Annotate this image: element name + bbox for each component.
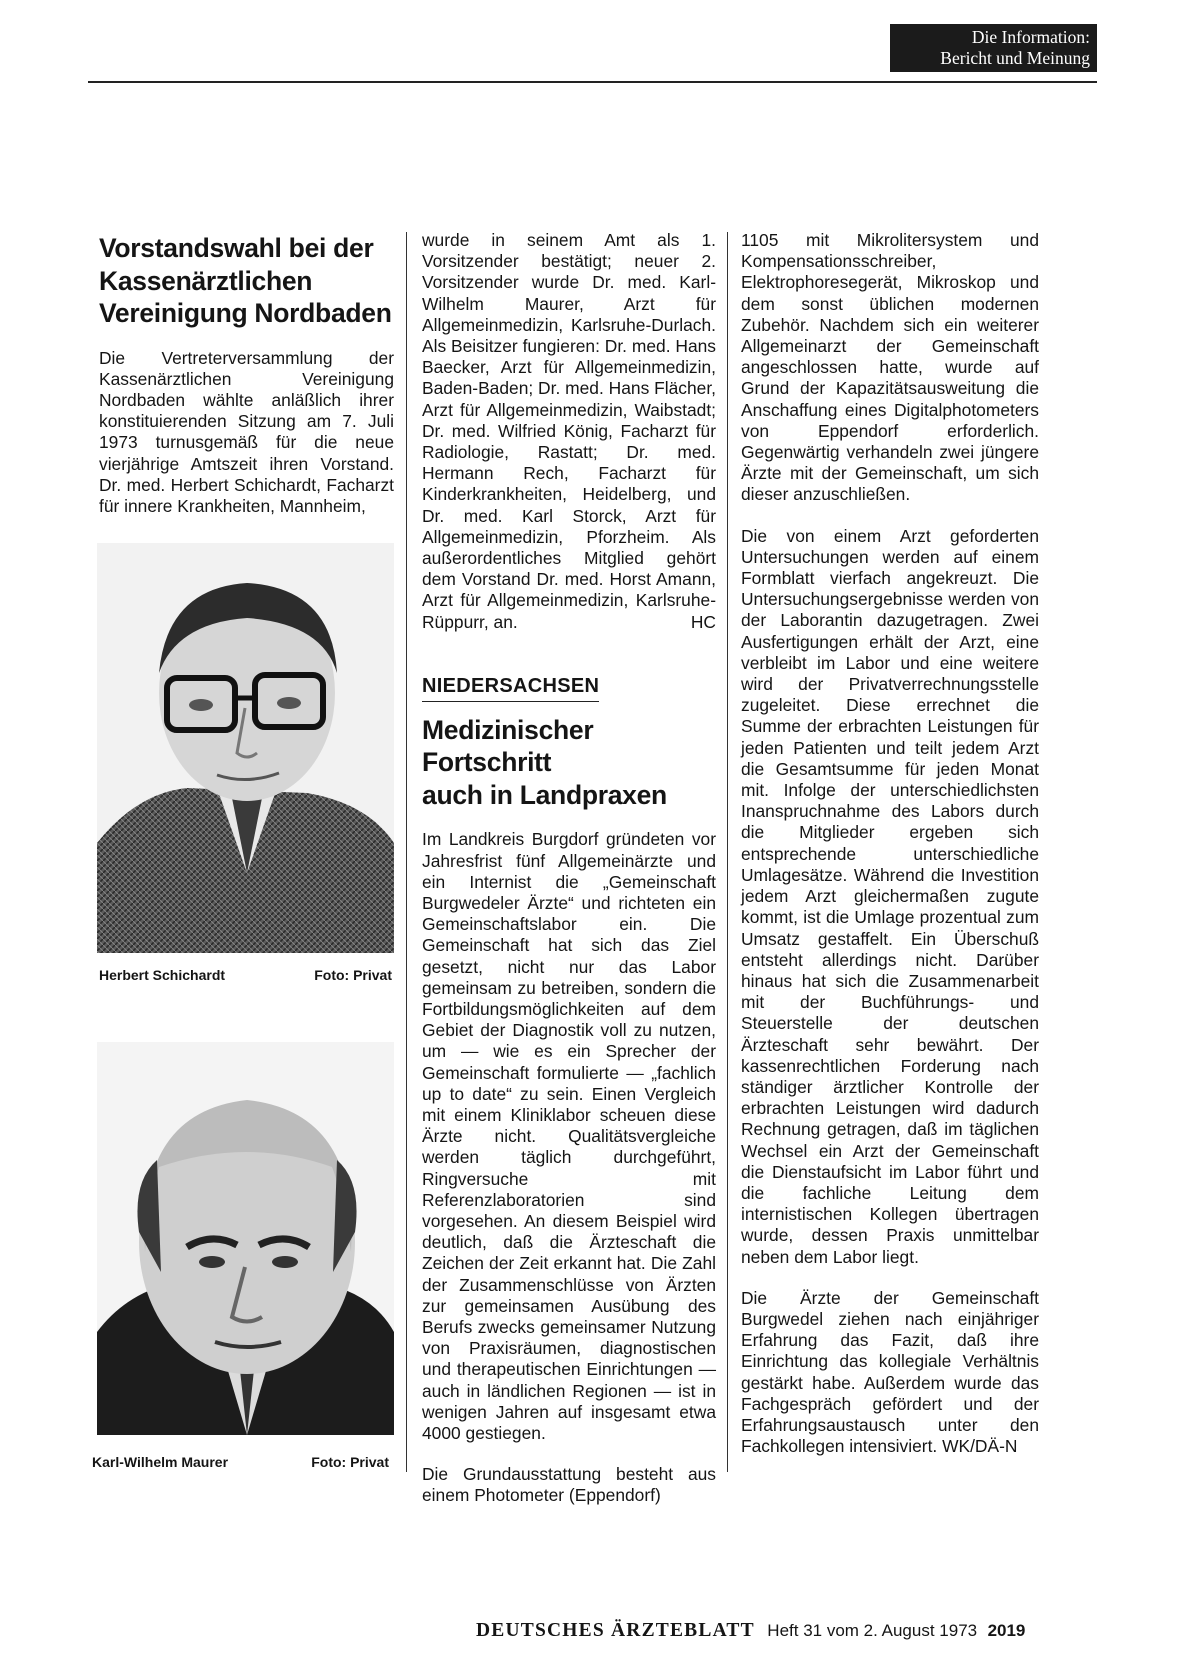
article1-title-line: Vereinigung Nordbaden bbox=[99, 298, 392, 328]
photo1-caption-name: Herbert Schichardt bbox=[99, 967, 226, 983]
portrait-photo-karl-wilhelm-maurer bbox=[97, 1042, 394, 1435]
article2-kicker-wrap bbox=[422, 673, 716, 702]
footer-page-number: 2019 bbox=[987, 1621, 1026, 1640]
section-badge-line1: Die Information: bbox=[971, 27, 1090, 47]
column-2 bbox=[422, 230, 716, 1507]
footer-publication: DEUTSCHES ÄRZTEBLATT bbox=[476, 1620, 755, 1641]
article2-paragraph-3: Die von einem Arzt geforderten Untersuchungen werden auf einem Formblatt vierfach angekreuzt. Die Untersuchungsergebnisse werden von der Laborantin dazugetragen. Zwei Ausfertigungen erhält der Arzt, eine verbleibt im Labor und eine weitere wird der Privatverrechnungsstelle zugeleitet. Diese errechnet die Summe der erbrachten Leistungen für jeden Patienten und teilt jedem Arzt die Gesamtsumme für jeden Monat mit. Infolge der unterschiedlichsten Inanspruchnahme des Labors durch die Mitglieder ergeben sich entsprechende unterschiedliche Umlagesätze. Während die Investition jedem Arzt gleichermaßen zugute kommt, ist die Umlage prozentual zum Umsatz gestaffelt. Ein Überschuß entsteht allerdings nicht. Darüber hinaus hat sich die Zusammenarbeit mit der Buchführungs- und Steuerstelle der deutschen Ärzteschaft sehr bewährt. Der kassenrechtlichen Forderung nach ständiger ärztlicher Kontrolle der erbrachten Leistungen wird dadurch Rechnung getragen, daß im täglichen Wechsel ein Arzt der Gemeinschaft die Dienstaufsicht im Labor führt und die fachliche Leitung dem internistischen Kollegen übertragen wurde, dessen Praxis unmittelbar neben dem Labor liegt. bbox=[741, 525, 1039, 1267]
footer-issue: Heft 31 vom 2. August 1973 bbox=[767, 1621, 978, 1640]
photo1-caption bbox=[99, 967, 392, 983]
article1-title-line: Vorstandswahl bei der bbox=[99, 233, 374, 263]
photo2-caption-name: Karl-Wilhelm Maurer bbox=[92, 1454, 229, 1470]
article2-paragraph-2-continued: 1105 mit Mikrolitersystem und Kompensationsschreiber, Elektrophoresegerät, Mikroskop und dem sonst üblichen modernen Zubehör. Nachdem sich ein weiterer Allgemeinarzt der Gemeinschaft angeschlossen hatte, wurde auf Grund der Kapazitätsausweitung die Anschaffung eines Digitalphotometers von Eppendorf erforderlich. Gegenwärtig verhandeln zwei jüngere Ärzte mit der Gemeinschaft, um sich dieser anzuschließen. bbox=[741, 230, 1039, 505]
portrait-image bbox=[97, 543, 394, 953]
column-rule-1 bbox=[406, 232, 407, 1472]
photo1-caption-credit: Foto: Privat bbox=[314, 967, 392, 983]
column-3 bbox=[741, 230, 1039, 1457]
article2-kicker: NIEDERSACHSEN bbox=[422, 673, 599, 702]
article2-paragraph-1: Im Landkreis Burgdorf gründeten vor Jahresfrist fünf Allgemeinärzte und ein Internist die „Gemeinschaft Burgwedeler Ärzte“ und richteten ein Gemeinschaftslabor ein. Die Gemeinschaft hat sich das Ziel gesetzt, nicht nur das Labor gemeinsam zu betreiben, sondern die Fortbildungsmöglichkeiten auf dem Gebiet der Diagnostik voll zu nutzen, um — wie es ein Sprecher der Gemeinschaft formulierte — „fachlich up to date“ zu sein. Einen Vergleich mit einem Kliniklabor scheuen diese Ärzte nicht. Qualitätsvergleiche werden täglich durchgeführt, Ringversuche mit Referenzlaboratorien sind vorgesehen. An diesem Beispiel wird deutlich, daß die Ärzteschaft die Zeichen der Zeit erkannt hat. Die Zahl der Zusammenschlüsse von Ärzten zur gemeinsamen Ausübung des Berufs zwecks gemeinsamer Nutzung von Praxisräumen, diagnostischen und therapeutischen Einrichtungen — auch in ländlichen Regionen — ist in wenigen Jahren auf insgesamt etwa 4000 gestiegen. bbox=[422, 829, 716, 1444]
column-1 bbox=[99, 232, 394, 517]
article2-title bbox=[422, 714, 716, 812]
article1-intro: Die Vertreterversammlung der Kassenärztlichen Vereinigung Nordbaden wählte anläßlich ihrer konstituierenden Sitzung am 7. Juli 1973 turnusgemäß für die neue vierjährige Amtszeit ihren Vorstand. Dr. med. Herbert Schichardt, Facharzt für innere Krankheiten, Mannheim, bbox=[99, 347, 394, 516]
article2-paragraph-4 bbox=[741, 1288, 1039, 1458]
article1-title-line: Kassenärztlichen bbox=[99, 265, 313, 296]
article2-title-line: Medizinischer bbox=[422, 714, 594, 745]
article2-title-line: auch in Landpraxen bbox=[422, 779, 667, 810]
portrait-image bbox=[97, 1042, 394, 1435]
column-rule-2 bbox=[727, 232, 728, 1472]
header-rule bbox=[88, 81, 1097, 83]
article2-paragraph-4-text: Die Ärzte der Gemeinschaft Burgwedel ziehen nach einjähriger Erfahrung das Fazit, daß ihre Einrichtung das kollegiale Verhältnis gestärkt habe. Außerdem wurde das Fachgespräch gefördert und der Erfahrungsaustausch unter den Fachkollegen intensiviert. bbox=[741, 1287, 1039, 1457]
photo2-caption-credit: Foto: Privat bbox=[311, 1454, 389, 1470]
photo2-caption bbox=[92, 1454, 389, 1470]
article2-paragraph-2: Die Grundausstattung besteht aus einem Photometer (Eppendorf) bbox=[422, 1464, 716, 1506]
page-footer bbox=[476, 1620, 1025, 1642]
section-badge-line2: Bericht und Meinung bbox=[940, 48, 1090, 68]
article1-signature: HC bbox=[690, 611, 716, 632]
section-badge bbox=[890, 24, 1097, 72]
article1-continuation-text: wurde in seinem Amt als 1. Vorsitzender bestätigt; neuer 2. Vorsitzender wurde Dr. med. Karl-Wilhelm Maurer, Arzt für Allgemeinmedizin, Karlsruhe-Durlach. Als Beisitzer fungieren: Dr. med. Hans Baecker, Arzt für Allgemeinmedizin, Baden-Baden; Dr. med. Hans Flächer, Arzt für Allgemeinmedizin, Waibstadt; Dr. med. Wilfried König, Facharzt für Radiologie, Rastatt; Dr. med. Hermann Rech, Facharzt für Kinderkrankheiten, Heidelberg, und Dr. med. Karl Storck, Arzt für Allgemeinmedizin, Pforzheim. Als außerordentliches Mitglied gehört dem Vorstand Dr. med. Horst Amann, Arzt für Allgemeinmedizin, Karlsruhe-Rüppurr, an. bbox=[422, 230, 716, 632]
portrait-photo-herbert-schichardt bbox=[97, 543, 394, 953]
article1-title bbox=[99, 232, 394, 330]
article2-signature: WK/DÄ-N bbox=[942, 1436, 1018, 1457]
article1-continuation bbox=[422, 230, 716, 633]
article2-title-line: Fortschritt bbox=[422, 747, 552, 778]
